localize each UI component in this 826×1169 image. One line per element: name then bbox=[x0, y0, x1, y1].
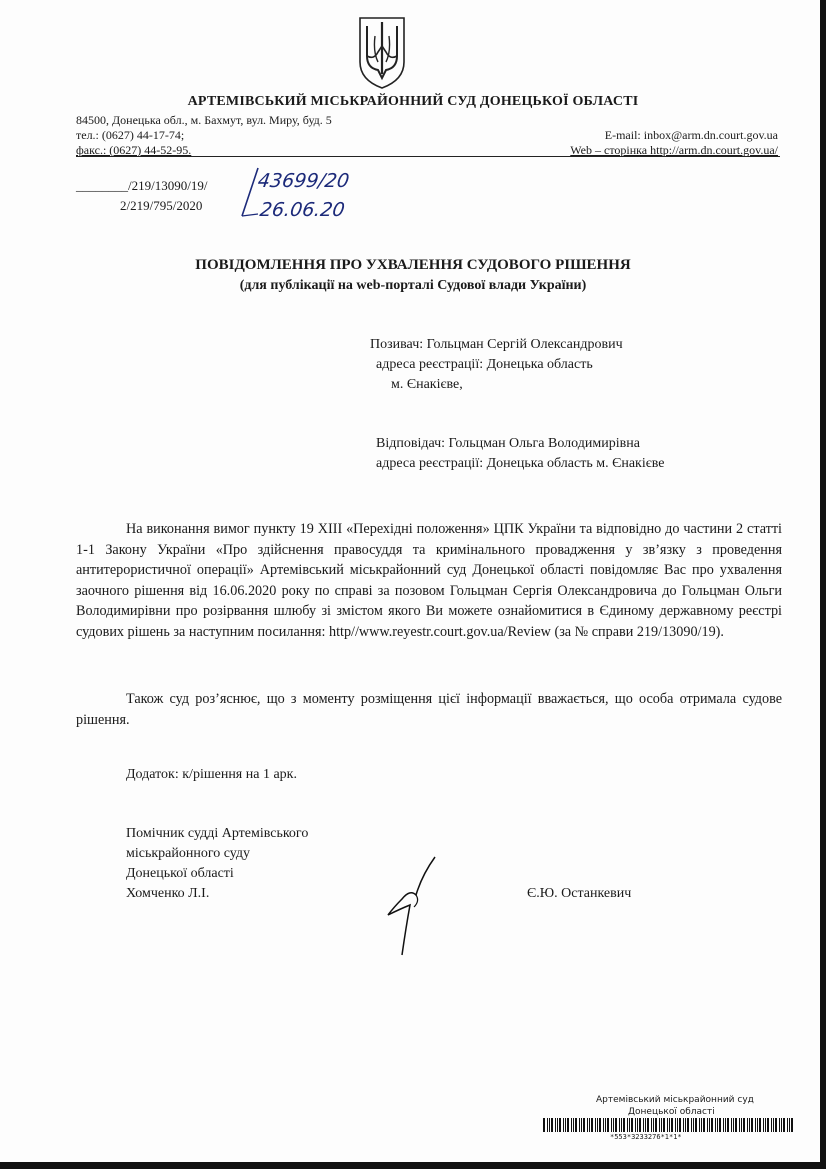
court-fax: факс.: (0627) 44-52-95. bbox=[76, 143, 192, 157]
plaintiff-address: адреса реєстрації: Донецька область bbox=[376, 357, 593, 372]
document-subtitle: (для публікації на web-порталі Судової влади України) bbox=[239, 278, 587, 293]
barcode-icon bbox=[543, 1118, 797, 1132]
signatory-position-1: Помічник судді Артемівського bbox=[126, 826, 309, 841]
trident-emblem-icon bbox=[356, 12, 408, 90]
reference-line-2: 2/219/795/2020 bbox=[120, 198, 203, 213]
scan-edge-right bbox=[820, 0, 826, 1169]
document-title: ПОВІДОМЛЕННЯ ПРО УХВАЛЕННЯ СУДОВОГО РІШЕННЯ bbox=[195, 257, 631, 273]
stamp-court-name: Артемівський міськрайонний суд bbox=[596, 1095, 754, 1105]
plaintiff-city: м. Єнакієве, bbox=[391, 377, 463, 392]
court-name: АРТЕМІВСЬКИЙ МІСЬКРАЙОННИЙ СУД ДОНЕЦЬКОЇ ОБЛАСТІ bbox=[187, 94, 639, 109]
court-phone: тел.: (0627) 44-17-74; bbox=[76, 128, 185, 142]
attachment-note: Додаток: к/рішення на 1 арк. bbox=[126, 767, 297, 782]
handwritten-registration-number: 43699/20 bbox=[256, 170, 351, 192]
defendant-name: Відповідач: Гольцман Ольга Володимирівна bbox=[376, 436, 640, 451]
handwritten-registration-date: 26.06.20 bbox=[258, 199, 347, 221]
notice-paragraph: На виконання вимог пункту 19 XIII «Перехідні положення» ЦПК України та відповідно до частини 2 статті 1-1 Закону України «Про здійснення правосуддя та кримінального провадження у зв’язку з проведення антитерористичної операції» Артемівський міськрайонний суд Донецької області повідомляє Вас про ухвалення заочного рішення від 16.06.2020 року по справі за позовом Гольцман Сергія Олександровича до Гольцман Ольги Володимирівни про розірвання шлюбу зі змістом якого Ви можете ознайомитися в Єдиному державному реєстрі судових рішень за наступним посилання: http//www.reyestr.court.gov.ua/Review (за № справи 219/13090/19). bbox=[76, 521, 782, 640]
reference-line-1: ________/219/13090/19/ bbox=[76, 178, 208, 193]
court-email: E-mail: inbox@arm.dn.court.gov.ua bbox=[604, 128, 778, 142]
defendant-address: адреса реєстрації: Донецька область м. Єнакієве bbox=[376, 456, 665, 471]
scan-edge-bottom bbox=[0, 1162, 826, 1169]
signature-icon bbox=[380, 855, 450, 960]
signatory-name: Хомченко Л.І. bbox=[126, 886, 210, 901]
court-website: Web – сторінка http://arm.dn.court.gov.ua/ bbox=[570, 143, 778, 157]
signatory-position-2: міськрайонного суду bbox=[126, 846, 251, 861]
stamp-region: Донецької області bbox=[628, 1107, 715, 1117]
clarification-paragraph: Також суд роз’яснює, що з моменту розміщення цієї інформації вважається, що особа отримала судове рішення. bbox=[76, 691, 782, 728]
court-address: 84500, Донецька обл., м. Бахмут, вул. Миру, буд. 5 bbox=[76, 113, 332, 127]
header-divider bbox=[76, 156, 780, 157]
judge-name: Є.Ю. Останкевич bbox=[527, 886, 632, 901]
barcode-number: *553*3233276*1*1* bbox=[610, 1133, 682, 1141]
signatory-position-3: Донецької області bbox=[126, 866, 234, 881]
plaintiff-name: Позивач: Гольцман Сергій Олександрович bbox=[370, 337, 623, 352]
